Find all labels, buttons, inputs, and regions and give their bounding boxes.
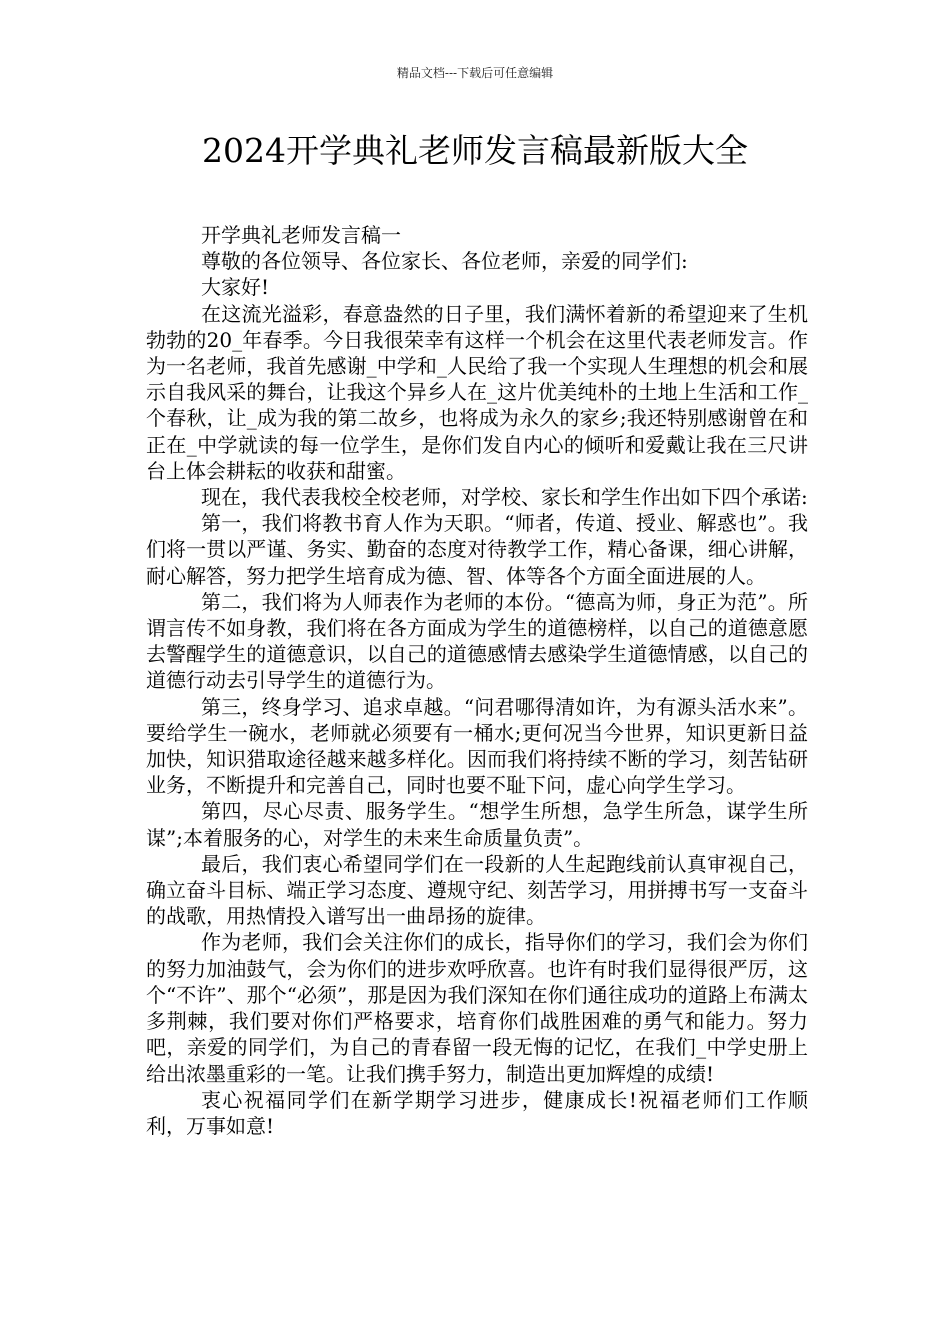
body-paragraph: 第二，我们将为人师表作为老师的本份。“德高为师，身正为范”。所谓言传不如身教，我们将在各方面成为学生的道德榜样，以自己的道德意愿去警醒学生的道德意识，以自己的道德感情去感染学生道德情感，以自己的道德行动去引导学生的道德行为。 bbox=[146, 589, 808, 693]
salutation: 尊敬的各位领导、各位家长、各位老师，亲爱的同学们: bbox=[201, 249, 688, 274]
document-body bbox=[146, 222, 808, 1139]
section-heading: 开学典礼老师发言稿一 bbox=[201, 223, 401, 247]
greeting: 大家好! bbox=[201, 275, 270, 300]
closing-paragraph: 衷心祝福同学们在新学期学习进步，健康成长!祝福老师们工作顺利，万事如意! bbox=[146, 1087, 808, 1138]
body-paragraph: 作为老师，我们会关注你们的成长，指导你们的学习，我们会为你们的努力加油鼓气，会为你们的进步欢呼欣喜。也许有时我们显得很严厉，这个“不许”、那个“必须”，那是因为我们深知在你们通往成功的道路上布满太多荆棘，我们要对你们严格要求，培育你们战胜困难的勇气和能力。努力吧，亲爱的同学们，为自己的青春留一段无悔的记忆，在我们_中学史册上给出浓墨重彩的一笔。让我们携手努力，制造出更加辉煌的成绩! bbox=[146, 930, 808, 1086]
header-note: 精品文档---下载后可任意编辑 bbox=[396, 66, 554, 80]
document-title: 2024开学典礼老师发言稿最新版大全 bbox=[202, 131, 748, 170]
body-paragraph: 最后，我们衷心希望同学们在一段新的人生起跑线前认真审视自己，确立奋斗目标、端正学习态度、遵规守纪、刻苦学习，用拼搏书写一支奋斗的战歌，用热情投入谱写出一曲昂扬的旋律。 bbox=[146, 851, 808, 929]
body-paragraph: 第三，终身学习、追求卓越。“问君哪得清如许，为有源头活水来”。要给学生一碗水，老师就必须要有一桶水;更何况当今世界，知识更新日益加快，知识猎取途径越来越多样化。因而我们将持续不断的学习，刻苦钻研业务，不断提升和完善自己，同时也要不耻下问，虚心向学生学习。 bbox=[146, 694, 808, 798]
body-paragraph: 在这流光溢彩，春意盎然的日子里，我们满怀着新的希望迎来了生机勃勃的20_年春季。今日我很荣幸有这样一个机会在这里代表老师发言。作为一名老师，我首先感谢_中学和_人民给了我一个实现人生理想的机会和展示自我风采的舞台，让我这个异乡人在_这片优美纯朴的土地上生活和工作_个春秋，让_成为我的第二故乡，也将成为永久的家乡;我还特别感谢曾在和正在_中学就读的每一位学生，是你们发自内心的倾听和爱戴让我在三尺讲台上体会耕耘的收获和甜蜜。 bbox=[146, 301, 808, 483]
body-paragraph: 第四，尽心尽责、服务学生。“想学生所想，急学生所急，谋学生所谋”;本着服务的心，对学生的未来生命质量负责”。 bbox=[146, 799, 808, 850]
body-paragraph: 第一，我们将教书育人作为天职。“师者，传道、授业、解惑也”。我们将一贯以严谨、务实、勤奋的态度对待教学工作，精心备课，细心讲解，耐心解答，努力把学生培育成为德、智、体等各个方面全面进展的人。 bbox=[146, 511, 808, 588]
body-paragraph: 现在，我代表我校全校老师，对学校、家长和学生作出如下四个承诺: bbox=[201, 485, 808, 510]
